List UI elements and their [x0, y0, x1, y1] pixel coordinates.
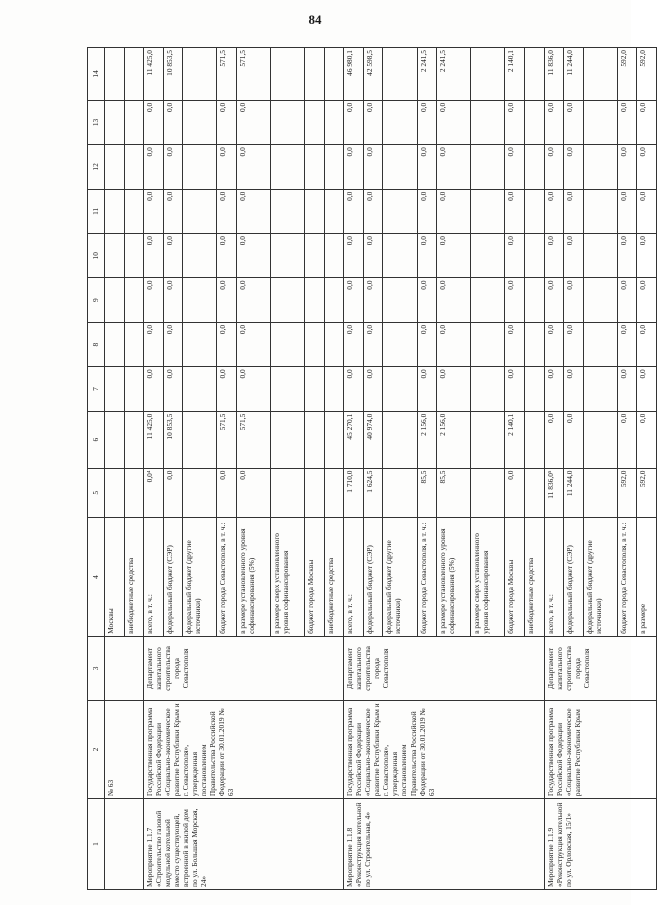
value-cell-col-14: [583, 48, 617, 101]
value-cell-col-7: 0,0: [544, 367, 564, 411]
value-cell-col-9: [471, 278, 505, 322]
value-cell-col-5: [183, 468, 217, 518]
value-cell-col-11: 0,0: [144, 189, 164, 233]
program-cell: Государственная программа Российской Федерации «Социально-экономическое развитие Республики Крым и г. Севастополя», утвержденная постановлением Правительства Российской Федерации от 30.01.2019 № 63: [344, 700, 544, 798]
funding-source-cell: федеральный бюджет (СЭР): [363, 518, 383, 637]
funding-source-cell: федеральный бюджет (СЭР): [163, 518, 183, 637]
value-cell-col-10: 0,0: [363, 234, 383, 278]
value-cell-col-7: 0,0: [217, 367, 237, 411]
program-cell: Государственная программа Российской Федерации «Социально-экономическое развитие Республики Крым: [544, 700, 657, 798]
value-cell: [105, 278, 125, 322]
value-cell-col-14: 2 140,1: [505, 48, 525, 101]
value-cell-col-5: 592,0: [637, 468, 657, 518]
value-cell-col-11: 0,0: [363, 189, 383, 233]
value-cell-col-13: 0,0: [564, 100, 584, 144]
value-cell: [124, 145, 144, 189]
measure-name-cell: Мероприятие 1.1.7 «Строительство газовой модульной котельной вместо существующей, встроенной в жилой дом по ул. Большая Морская, 24»: [144, 799, 344, 890]
measure-name-cell: Мероприятие 1.1.9 «Реконструкция котельной по ул. Орловская, 15/1»: [544, 799, 657, 890]
value-cell-col-6: 571,5: [217, 411, 237, 468]
value-cell-col-8: 0,0: [637, 322, 657, 366]
value-cell-col-13: 0,0: [617, 100, 637, 144]
value-cell-col-12: 0,0: [217, 145, 237, 189]
value-cell-col-14: 42 598,5: [363, 48, 383, 101]
value-cell: [105, 468, 125, 518]
value-cell-col-11: [524, 189, 544, 233]
value-cell-col-14: [471, 48, 505, 101]
value-cell-col-9: [524, 278, 544, 322]
column-number-6: 6: [88, 411, 105, 468]
value-cell-col-12: 0,0: [417, 145, 437, 189]
column-number-13: 13: [88, 100, 105, 144]
value-cell-col-10: [305, 234, 325, 278]
value-cell-col-10: 0,0: [617, 234, 637, 278]
value-cell-col-6: [183, 411, 217, 468]
value-cell-col-14: 11 836,0: [544, 48, 564, 101]
value-cell-col-11: [305, 189, 325, 233]
value-cell-col-12: 0,0: [564, 145, 584, 189]
value-cell-col-9: [183, 278, 217, 322]
column-number-4: 4: [88, 518, 105, 637]
funding-source-cell: федеральный бюджет (другие источники): [383, 518, 417, 637]
value-cell-col-6: 10 853,5: [163, 411, 183, 468]
value-cell-col-10: 0,0: [217, 234, 237, 278]
value-cell-col-8: 0,0: [144, 322, 164, 366]
value-cell-col-11: 0,0: [417, 189, 437, 233]
value-cell-col-13: 0,0: [163, 100, 183, 144]
value-cell-col-9: 0,0: [344, 278, 364, 322]
carry-over-program-cell: № 63: [105, 700, 144, 798]
value-cell-col-12: [271, 145, 305, 189]
value-cell-col-5: [383, 468, 417, 518]
value-cell-col-12: 0,0: [344, 145, 364, 189]
value-cell-col-13: [324, 100, 344, 144]
value-cell-col-8: 0,0: [217, 322, 237, 366]
value-cell-col-12: [583, 145, 617, 189]
value-cell-col-7: 0,0: [505, 367, 525, 411]
value-cell-col-13: [524, 100, 544, 144]
value-cell-col-11: [383, 189, 417, 233]
funding-source-cell: внебюджетные средства: [124, 518, 144, 637]
value-cell: [105, 145, 125, 189]
value-cell-col-11: 0,0: [617, 189, 637, 233]
value-cell-col-12: [383, 145, 417, 189]
value-cell-col-6: 571,5: [236, 411, 270, 468]
value-cell-col-6: [524, 411, 544, 468]
value-cell-col-13: 0,0: [344, 100, 364, 144]
value-cell-col-10: 0,0: [236, 234, 270, 278]
value-cell-col-13: 0,0: [505, 100, 525, 144]
value-cell: [124, 189, 144, 233]
value-cell: [105, 48, 125, 101]
value-cell-col-14: 2 241,5: [437, 48, 471, 101]
value-cell-col-13: 0,0: [236, 100, 270, 144]
value-cell-col-7: [305, 367, 325, 411]
rotated-table-container: [87, 47, 657, 890]
value-cell-col-13: 0,0: [363, 100, 383, 144]
value-cell-col-10: [583, 234, 617, 278]
value-cell-col-11: 0,0: [344, 189, 364, 233]
value-cell-col-9: [583, 278, 617, 322]
value-cell: [124, 234, 144, 278]
value-cell-col-13: 0,0: [144, 100, 164, 144]
value-cell-col-14: 46 980,1: [344, 48, 364, 101]
column-number-9: 9: [88, 278, 105, 322]
value-cell-col-7: 0,0: [417, 367, 437, 411]
executor-cell: Департамент капитального строительства города Севастополя: [544, 636, 657, 700]
funding-source-cell: всего, в т. ч.:: [144, 518, 164, 637]
value-cell-col-13: 0,0: [637, 100, 657, 144]
value-cell-col-9: [324, 278, 344, 322]
value-cell-col-6: [271, 411, 305, 468]
value-cell-col-14: 571,5: [217, 48, 237, 101]
value-cell-col-6: 0,0: [637, 411, 657, 468]
value-cell-col-10: 0,0: [417, 234, 437, 278]
value-cell-col-14: [183, 48, 217, 101]
value-cell-col-9: 0,0: [437, 278, 471, 322]
value-cell-col-11: [183, 189, 217, 233]
carry-over-measure-cell: [105, 799, 144, 890]
value-cell-col-10: [183, 234, 217, 278]
value-cell-col-13: 0,0: [217, 100, 237, 144]
value-cell-col-7: 0,0: [437, 367, 471, 411]
funding-source-cell: федеральный бюджет (другие источники): [583, 518, 617, 637]
value-cell-col-14: 11 244,0: [564, 48, 584, 101]
funding-source-cell: бюджет города Москвы: [305, 518, 325, 637]
value-cell-col-9: [271, 278, 305, 322]
value-cell-col-10: 0,0: [163, 234, 183, 278]
value-cell-col-11: 0,0: [637, 189, 657, 233]
funding-source-cell: федеральный бюджет (СЭР): [564, 518, 584, 637]
value-cell-col-10: 0,0: [564, 234, 584, 278]
value-cell-col-6: 2 156,0: [417, 411, 437, 468]
column-number-1: 1: [88, 799, 105, 890]
value-cell-col-6: 45 270,1: [344, 411, 364, 468]
value-cell-col-5: 1 710,0: [344, 468, 364, 518]
value-cell-col-7: [383, 367, 417, 411]
value-cell-col-5: 85,5: [437, 468, 471, 518]
value-cell-col-6: 0,0: [617, 411, 637, 468]
value-cell-col-14: [324, 48, 344, 101]
value-cell-col-12: 0,0: [505, 145, 525, 189]
funding-source-cell: бюджет города Москвы: [505, 518, 525, 637]
value-cell-col-6: 2 156,0: [437, 411, 471, 468]
funding-source-cell: бюджет города Севастополя, в т. ч.:: [217, 518, 237, 637]
funding-source-cell: в размере установленного уровня софинансирования (5%): [236, 518, 270, 637]
value-cell-col-12: [524, 145, 544, 189]
value-cell-col-13: [183, 100, 217, 144]
value-cell-col-10: 0,0: [505, 234, 525, 278]
value-cell-col-11: 0,0: [564, 189, 584, 233]
value-cell-col-7: 0,0: [564, 367, 584, 411]
value-cell-col-8: 0,0: [564, 322, 584, 366]
column-number-2: 2: [88, 700, 105, 798]
value-cell-col-8: [271, 322, 305, 366]
value-cell: [105, 367, 125, 411]
value-cell-col-6: 40 974,0: [363, 411, 383, 468]
value-cell-col-12: 0,0: [163, 145, 183, 189]
value-cell-col-5: 592,0: [617, 468, 637, 518]
value-cell-col-14: [524, 48, 544, 101]
value-cell-col-5: 11 244,0: [564, 468, 584, 518]
funding-source-cell: бюджет города Севастополя, в т. ч.:: [417, 518, 437, 637]
value-cell-col-9: 0,0: [617, 278, 637, 322]
value-cell-col-10: [524, 234, 544, 278]
value-cell-col-5: [524, 468, 544, 518]
value-cell-col-10: 0,0: [144, 234, 164, 278]
column-number-10: 10: [88, 234, 105, 278]
value-cell-col-10: 0,0: [544, 234, 564, 278]
column-number-5: 5: [88, 468, 105, 518]
value-cell-col-5: [305, 468, 325, 518]
measure-3-row: [544, 48, 564, 890]
value-cell: [124, 411, 144, 468]
funding-source-cell: в размере: [637, 518, 657, 637]
value-cell-col-9: 0,0: [217, 278, 237, 322]
value-cell-col-7: [471, 367, 505, 411]
value-cell-col-11: 0,0: [437, 189, 471, 233]
value-cell-col-12: 0,0: [437, 145, 471, 189]
value-cell-col-5: 0,0: [236, 468, 270, 518]
value-cell-col-9: 0,0: [564, 278, 584, 322]
value-cell-col-6: 0,0: [564, 411, 584, 468]
value-cell-col-12: 0,0: [617, 145, 637, 189]
value-cell-col-11: 0,0: [236, 189, 270, 233]
value-cell-col-7: [583, 367, 617, 411]
funding-source-cell: всего, в т. ч.:: [344, 518, 364, 637]
value-cell-col-9: 0,0: [417, 278, 437, 322]
value-cell-col-10: 0,0: [344, 234, 364, 278]
value-cell: [124, 468, 144, 518]
column-number-14: 14: [88, 48, 105, 101]
value-cell: [105, 234, 125, 278]
value-cell-col-5: [583, 468, 617, 518]
value-cell-col-11: [271, 189, 305, 233]
column-number-8: 8: [88, 322, 105, 366]
value-cell-col-8: [471, 322, 505, 366]
value-cell-col-9: 0,0: [236, 278, 270, 322]
value-cell-col-7: 0,0: [617, 367, 637, 411]
value-cell: [124, 100, 144, 144]
value-cell-col-12: [183, 145, 217, 189]
value-cell-col-9: 0,0: [363, 278, 383, 322]
column-number-11: 11: [88, 189, 105, 233]
value-cell-col-14: 592,0: [637, 48, 657, 101]
value-cell-col-6: [305, 411, 325, 468]
value-cell-col-12: [471, 145, 505, 189]
value-cell-col-7: [183, 367, 217, 411]
value-cell-col-9: 0,0: [163, 278, 183, 322]
column-number-row: [88, 48, 105, 890]
carry-over-executor-cell: [105, 636, 144, 700]
value-cell-col-5: [324, 468, 344, 518]
value-cell-col-7: 0,0: [344, 367, 364, 411]
value-cell-col-8: 0,0: [437, 322, 471, 366]
value-cell-col-6: [583, 411, 617, 468]
value-cell-col-5: 0,0: [163, 468, 183, 518]
value-cell-col-8: 0,0: [617, 322, 637, 366]
value-cell-col-11: [324, 189, 344, 233]
value-cell-col-9: 0,0: [544, 278, 564, 322]
value-cell-col-13: [271, 100, 305, 144]
funding-source-cell: в размере сверх установленного уровня софинансирования: [271, 518, 305, 637]
value-cell-col-9: [383, 278, 417, 322]
value-cell-col-13: [583, 100, 617, 144]
value-cell-col-13: 0,0: [544, 100, 564, 144]
funding-source-cell: бюджет города Севастополя, в т. ч.:: [617, 518, 637, 637]
value-cell-col-8: 0,0: [544, 322, 564, 366]
value-cell-col-7: 0,0: [236, 367, 270, 411]
value-cell: [105, 189, 125, 233]
executor-cell: Департамент капитального строительства города Севастополя: [144, 636, 344, 700]
executor-cell: Департамент капитального строительства города Севастополя: [344, 636, 544, 700]
program-cell: Государственная программа Российской Федерации «Социально-экономическое развитие Республики Крым и г. Севастополя», утвержденная постановлением Правительства Российской Федерации от 30.01.2019 № 63: [144, 700, 344, 798]
value-cell-col-8: 0,0: [363, 322, 383, 366]
value-cell-col-10: [471, 234, 505, 278]
value-cell-col-6: 2 140,1: [505, 411, 525, 468]
value-cell-col-6: 11 425,0: [144, 411, 164, 468]
value-cell-col-11: 0,0: [505, 189, 525, 233]
value-cell-col-13: [383, 100, 417, 144]
value-cell-col-5: 1 624,5: [363, 468, 383, 518]
value-cell-col-8: [305, 322, 325, 366]
value-cell-col-11: 0,0: [544, 189, 564, 233]
value-cell-col-14: 10 853,5: [163, 48, 183, 101]
value-cell-col-5: [271, 468, 305, 518]
value-cell-col-10: [383, 234, 417, 278]
page-number: 84: [308, 12, 322, 27]
value-cell-col-6: [324, 411, 344, 468]
column-number-7: 7: [88, 367, 105, 411]
budget-table: [87, 47, 657, 890]
value-cell-col-14: 11 425,0: [144, 48, 164, 101]
column-number-12: 12: [88, 145, 105, 189]
value-cell-col-14: [305, 48, 325, 101]
value-cell-col-14: 592,0: [617, 48, 637, 101]
value-cell-col-8: [524, 322, 544, 366]
value-cell-col-13: 0,0: [417, 100, 437, 144]
value-cell: [105, 100, 125, 144]
value-cell-col-11: [471, 189, 505, 233]
value-cell-col-12: 0,0: [363, 145, 383, 189]
value-cell-col-8: [183, 322, 217, 366]
measure-1-row: [144, 48, 164, 890]
value-cell: [124, 367, 144, 411]
value-cell-col-12: 0,0: [637, 145, 657, 189]
value-cell-col-11: [583, 189, 617, 233]
value-cell-col-11: 0,0: [217, 189, 237, 233]
funding-source-cell: федеральный бюджет (другие источники): [183, 518, 217, 637]
value-cell-col-7: 0,0: [144, 367, 164, 411]
value-cell-col-8: 0,0: [236, 322, 270, 366]
value-cell-col-9: [305, 278, 325, 322]
value-cell: [105, 322, 125, 366]
value-cell-col-8: 0,0: [505, 322, 525, 366]
funding-source-cell: всего, в т. ч.:: [544, 518, 564, 637]
funding-source-cell: в размере установленного уровня софинансирования (5%): [437, 518, 471, 637]
value-cell-col-10: 0,0: [437, 234, 471, 278]
value-cell-col-7: [324, 367, 344, 411]
value-cell-col-12: 0,0: [144, 145, 164, 189]
value-cell: [124, 322, 144, 366]
value-cell-col-6: [383, 411, 417, 468]
carry-over-row: [105, 48, 125, 890]
value-cell-col-12: [305, 145, 325, 189]
value-cell-col-9: 0,0: [505, 278, 525, 322]
funding-source-cell: внебюджетные средства: [524, 518, 544, 637]
value-cell-col-12: 0,0: [544, 145, 564, 189]
funding-source-cell: Москвы: [105, 518, 125, 637]
value-cell-col-14: [383, 48, 417, 101]
value-cell-col-5: 0,0: [217, 468, 237, 518]
value-cell-col-5: 0,0: [505, 468, 525, 518]
value-cell-col-10: [324, 234, 344, 278]
value-cell-col-12: 0,0: [236, 145, 270, 189]
value-cell-col-7: 0,0: [637, 367, 657, 411]
column-number-3: 3: [88, 636, 105, 700]
table-body: [105, 48, 657, 890]
funding-source-cell: в размере сверх установленного уровня софинансирования: [471, 518, 505, 637]
value-cell-col-7: 0,0: [163, 367, 183, 411]
value-cell: [124, 48, 144, 101]
measure-name-cell: Мероприятие 1.1.8 «Реконструкция котельной по ул. Строительная, 4»: [344, 799, 544, 890]
value-cell-col-5: 85,5: [417, 468, 437, 518]
value-cell-col-13: [305, 100, 325, 144]
value-cell-col-5: [471, 468, 505, 518]
value-cell-col-7: [271, 367, 305, 411]
value-cell-col-6: 0,0: [544, 411, 564, 468]
value-cell-col-8: [583, 322, 617, 366]
measure-2-row: [344, 48, 364, 890]
value-cell-col-10: [271, 234, 305, 278]
value-cell-col-13: 0,0: [437, 100, 471, 144]
value-cell-col-7: [524, 367, 544, 411]
value-cell-col-8: 0,0: [163, 322, 183, 366]
value-cell-col-11: 0,0: [163, 189, 183, 233]
value-cell-col-14: [271, 48, 305, 101]
value-cell-col-10: 0,0: [637, 234, 657, 278]
value-cell-col-13: [471, 100, 505, 144]
value-cell-col-5: 11 836,0⁵: [544, 468, 564, 518]
funding-source-cell: внебюджетные средства: [324, 518, 344, 637]
value-cell: [105, 411, 125, 468]
value-cell-col-8: [324, 322, 344, 366]
value-cell-col-9: 0,0: [637, 278, 657, 322]
value-cell: [124, 278, 144, 322]
value-cell-col-12: [324, 145, 344, 189]
value-cell-col-8: 0,0: [417, 322, 437, 366]
value-cell-col-8: 0,0: [344, 322, 364, 366]
value-cell-col-6: [471, 411, 505, 468]
value-cell-col-9: 0,0: [144, 278, 164, 322]
value-cell-col-5: 0,0⁴: [144, 468, 164, 518]
value-cell-col-14: 571,5: [236, 48, 270, 101]
value-cell-col-7: 0,0: [363, 367, 383, 411]
value-cell-col-14: 2 241,5: [417, 48, 437, 101]
value-cell-col-8: [383, 322, 417, 366]
